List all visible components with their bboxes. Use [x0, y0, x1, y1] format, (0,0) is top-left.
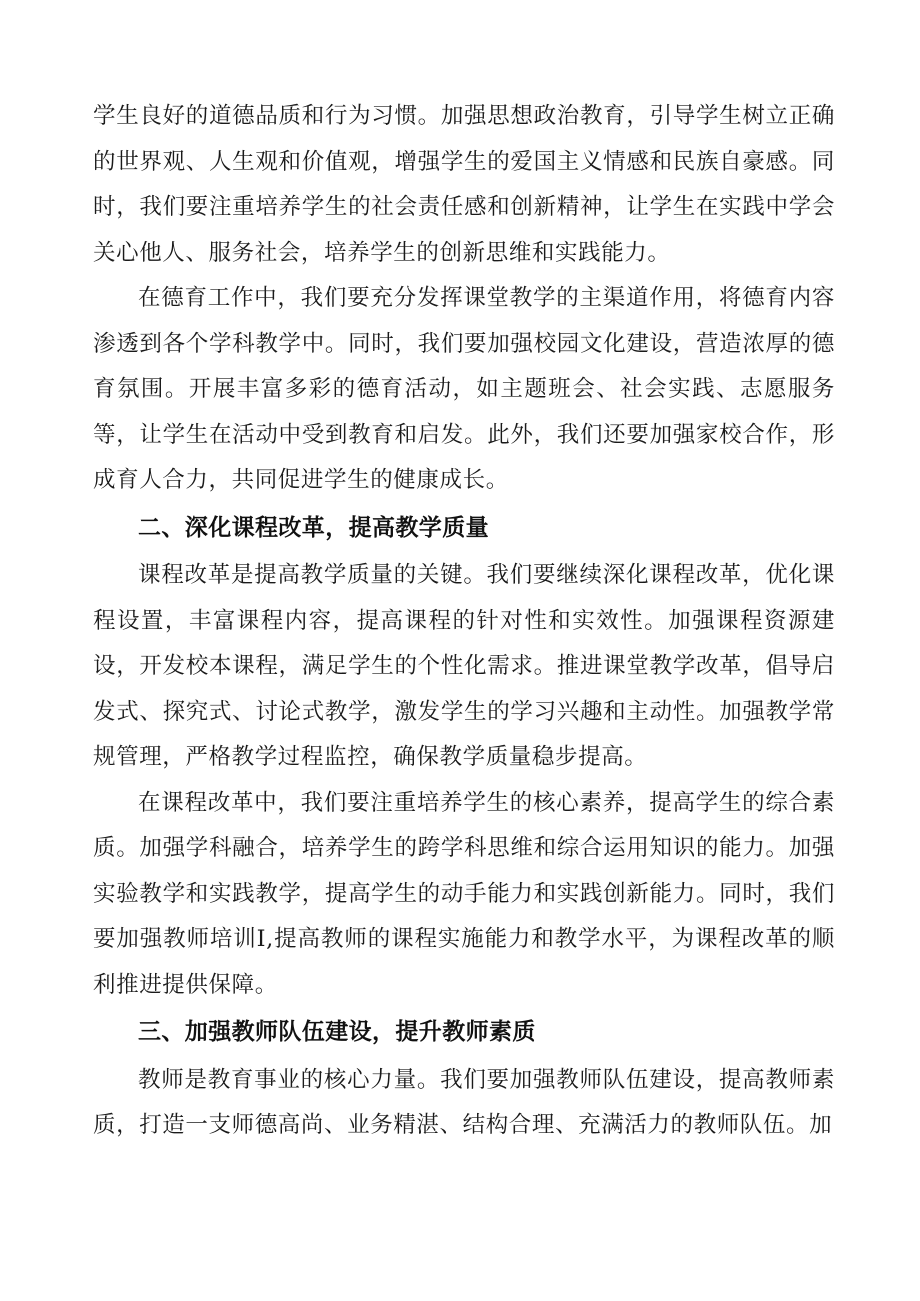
- paragraph-core-literacy: 在课程改革中，我们要注重培养学生的核心素养，提高学生的综合素质。加强学科融合，培养学生的跨学科思维和综合运用知识的能力。加强实验教学和实践教学，提高学生的动手能力和实践创新能力。同时，我们要加强教师培训I,提高教师的课程实施能力和教学水平，为课程改革的顺利推进提供保障。: [93, 789, 835, 998]
- paragraph-moral-education-continued: 学生良好的道德品质和行为习惯。加强思想政治教育，引导学生树立正确的世界观、人生观和价值观，增强学生的爱国主义情感和民族自豪感。同时，我们要注重培养学生的社会责任感和创新精神，让学生在实践中学会关心他人、服务社会，培养学生的创新思维和实践能力。: [93, 103, 835, 266]
- document-body: [93, 94, 835, 1149]
- section-heading-curriculum-reform: 二、深化课程改革，提高教学质量: [138, 514, 489, 541]
- section-heading-teacher-team: 三、加强教师队伍建设，提升教师素质: [138, 1019, 536, 1045]
- paragraph-teacher-team: 教师是教育事业的核心力量。我们要加强教师队伍建设，提高教师素质，打造一支师德高尚、业务精湛、结构合理、充满活力的教师队伍。加: [93, 1066, 835, 1138]
- paragraph-curriculum-reform-key: 课程改革是提高教学质量的关键。我们要继续深化课程改革，优化课程设置，丰富课程内容，提高课程的针对性和实效性。加强课程资源建设，开发校本课程，满足学生的个性化需求。推进课堂教学改革，倡导启发式、探究式、讨论式教学，激发学生的学习兴趣和主动性。加强教学常规管理，严格教学过程监控，确保教学质量稳步提高。: [93, 562, 835, 770]
- paragraph-moral-education-methods: 在德育工作中，我们要充分发挥课堂教学的主渠道作用，将德育内容渗透到各个学科教学中。同时，我们要加强校园文化建设，营造浓厚的德育氛围。开展丰富多彩的德育活动，如主题班会、社会实践、志愿服务等，让学生在活动中受到教育和启发。此外，我们还要加强家校合作，形成育人合力，共同促进学生的健康成长。: [93, 285, 835, 493]
